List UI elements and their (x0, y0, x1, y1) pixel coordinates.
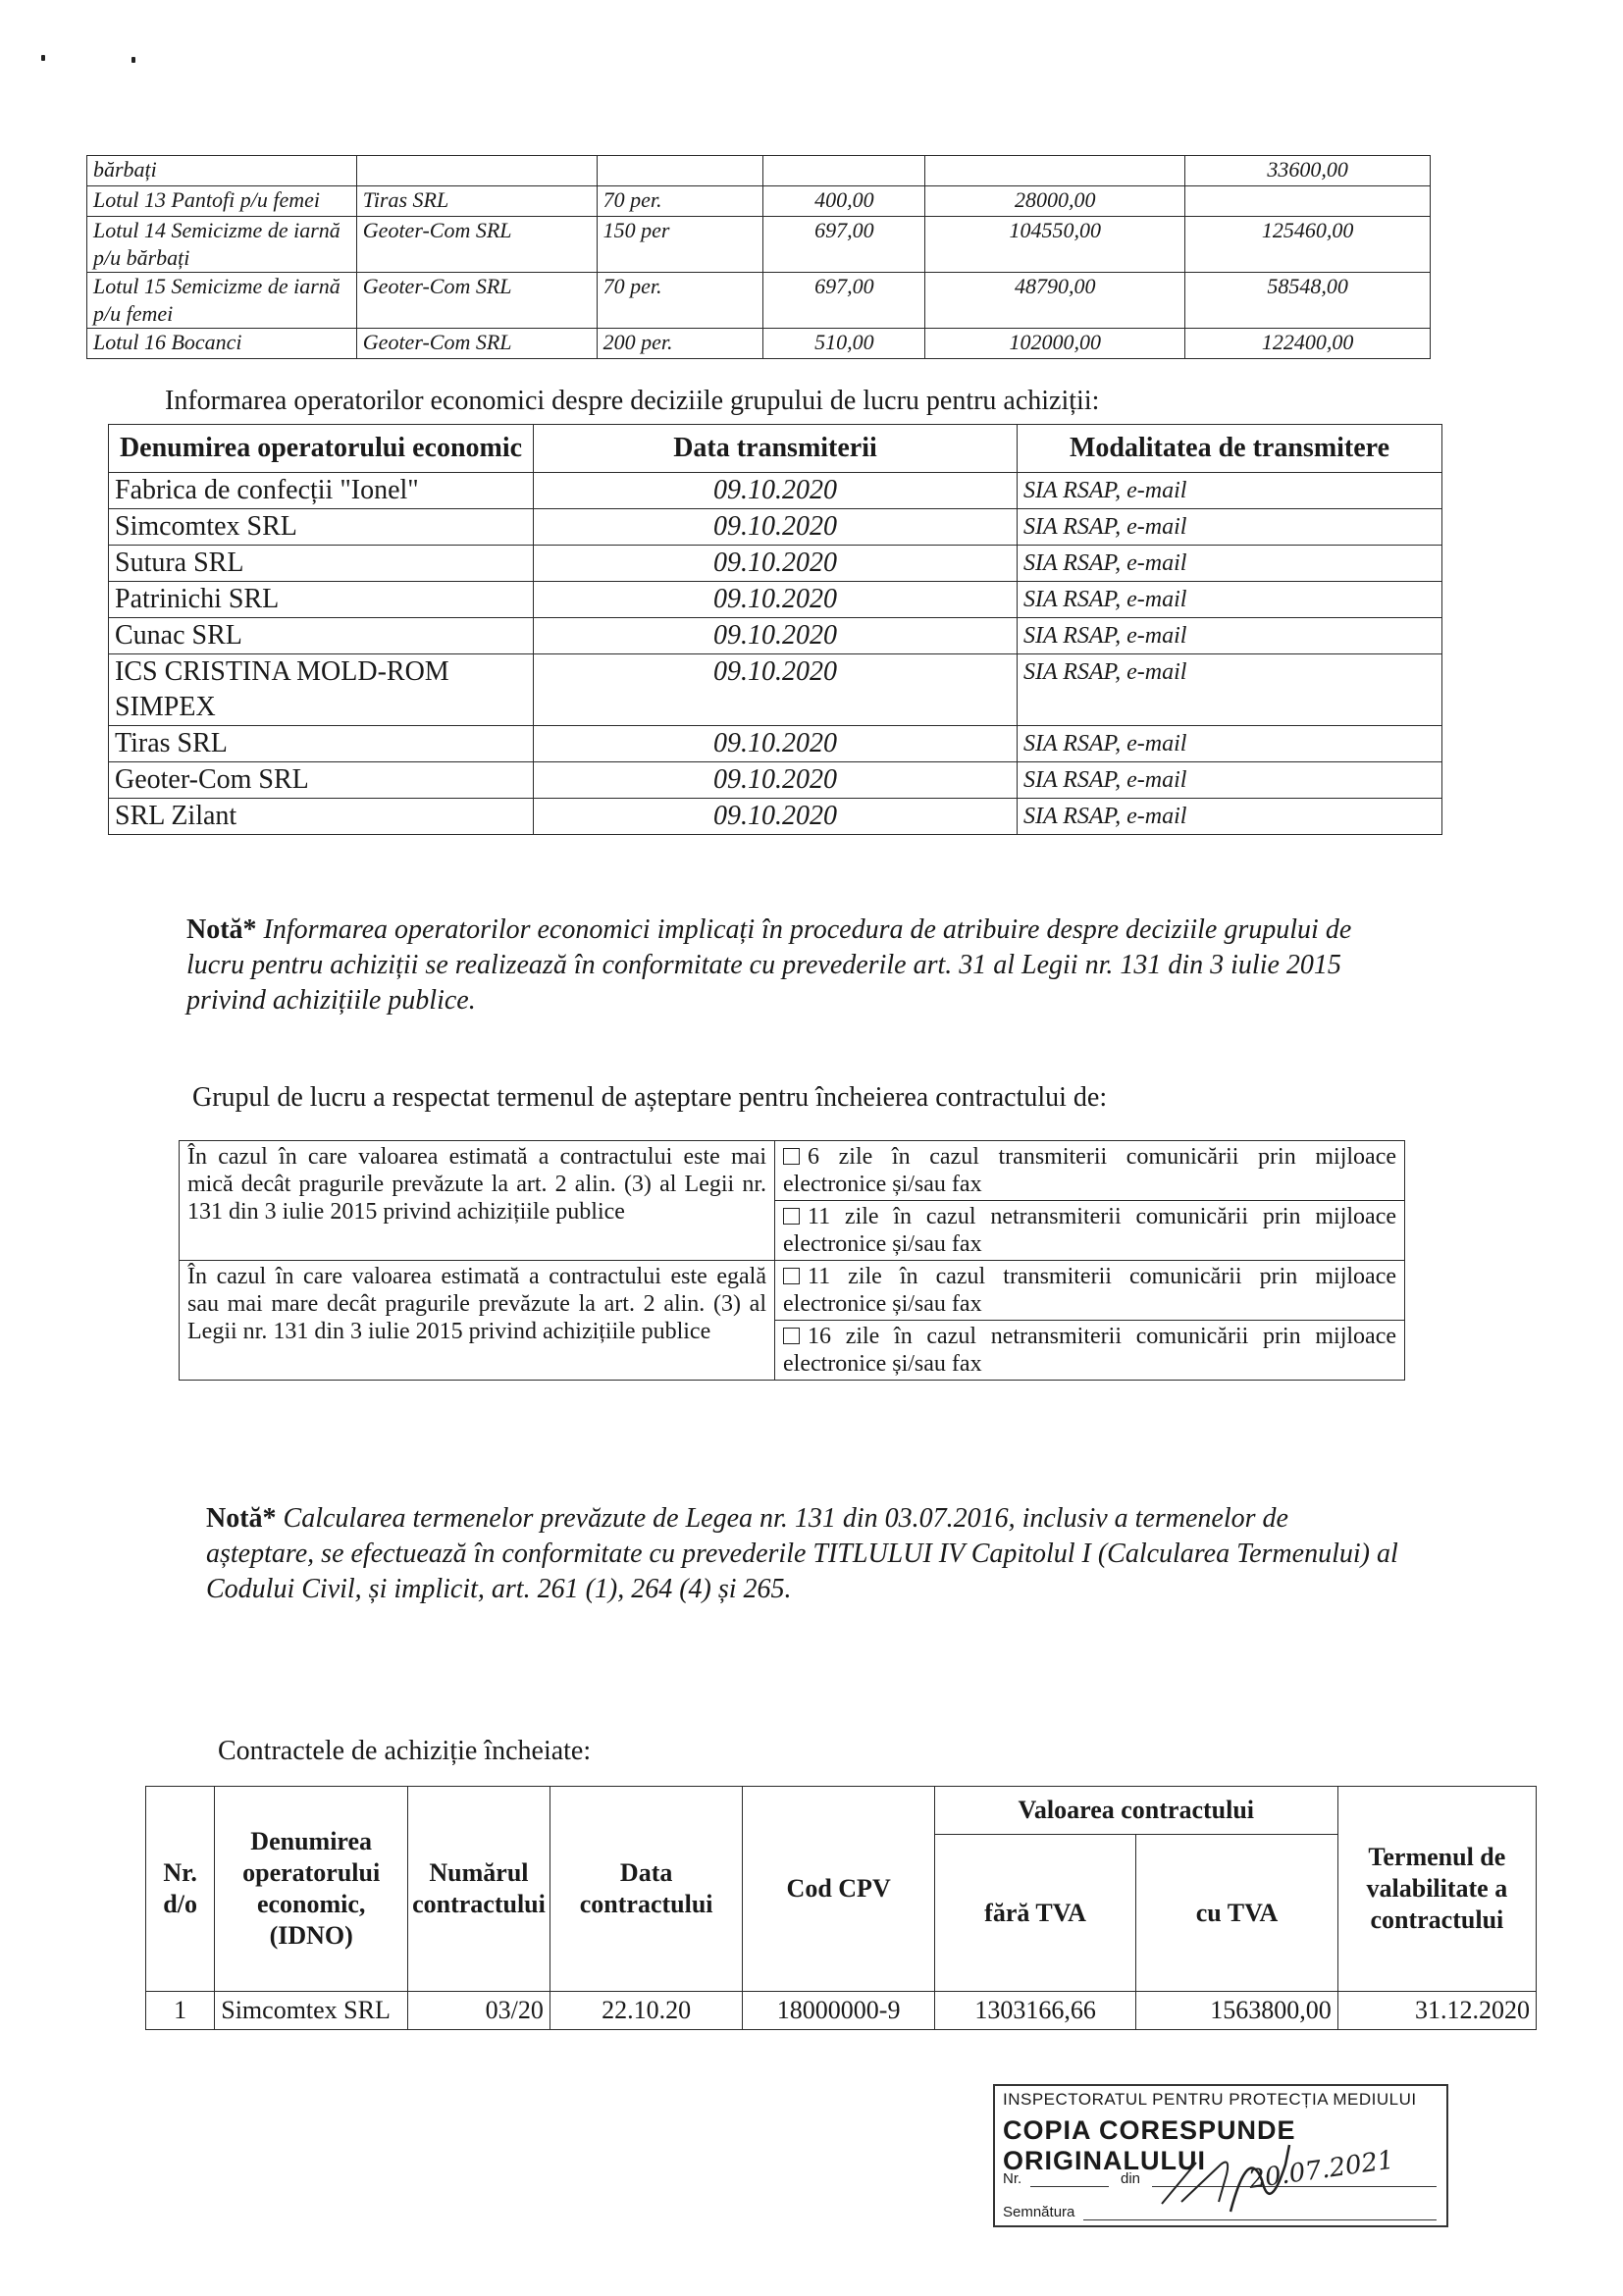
handwritten-signature (995, 2086, 1446, 2225)
unit-price: 510,00 (763, 329, 925, 359)
column-header: Modalitatea de transmitere (1018, 425, 1442, 473)
column-header-date: Data contractului (550, 1787, 743, 1992)
sum-with-vat: 33600,00 (1185, 156, 1431, 186)
certification-stamp (993, 2084, 1448, 2227)
sum-without-vat: 28000,00 (925, 186, 1185, 217)
value-with-vat: 1563800,00 (1136, 1992, 1337, 2030)
cpv-code: 18000000-9 (743, 1992, 934, 2030)
sum-with-vat: 58548,00 (1185, 273, 1431, 329)
column-header-with-vat: cu TVA (1136, 1835, 1337, 1992)
contracts-table (145, 1786, 1537, 2030)
transmission-date: 09.10.2020 (534, 799, 1018, 835)
quantity: 200 per. (597, 329, 763, 359)
note-text: Calcularea termenelor prevăzute de Legea nr. 131 din 03.07.2016, inclusiv a termenelor de așteptare, se efectuează în conformitate cu prevederile TITLULUI IV Capitolul I (Calcularea Termenului) al Codului Civil, și implicit, art. 261 (1), 264 (4) și 265. (206, 1503, 1398, 1604)
column-header-value: Valoarea contractului (934, 1787, 1337, 1835)
option-text: 6 zile în cazul transmiterii comunicării prin mijloace electronice și/sau fax (783, 1144, 1396, 1197)
threshold-condition: În cazul în care valoarea estimată a contractului este egală sau mai mare decât pragurile prevăzute la art. 2 alin. (3) al Legii nr. 131 din 3 iulie 2015 privind achizițiile publice (180, 1261, 775, 1381)
supplier-name (356, 156, 597, 186)
validity-term: 31.12.2020 (1337, 1992, 1536, 2030)
column-header-no-vat: fără TVA (934, 1835, 1135, 1992)
transmission-date: 09.10.2020 (534, 762, 1018, 799)
supplier-name: Geoter-Com SRL (356, 217, 597, 273)
sum-with-vat (1185, 186, 1431, 217)
operator-name: Sutura SRL (109, 546, 534, 582)
supplier-name: Geoter-Com SRL (356, 329, 597, 359)
stamp-authority: INSPECTORATUL PENTRU PROTECȚIA MEDIULUI (1003, 2090, 1417, 2109)
sum-without-vat: 48790,00 (925, 273, 1185, 329)
transmission-date: 09.10.2020 (534, 582, 1018, 618)
transmission-date: 09.10.2020 (534, 618, 1018, 654)
operator-name: Patrinichi SRL (109, 582, 534, 618)
transmission-date: 09.10.2020 (534, 546, 1018, 582)
supplier-name: Tiras SRL (356, 186, 597, 217)
transmission-date: 09.10.2020 (534, 654, 1018, 726)
checkbox-icon[interactable] (783, 1208, 800, 1225)
operators-table (108, 424, 1442, 835)
operator-name: Simcomtex SRL (109, 509, 534, 546)
transmission-date: 09.10.2020 (534, 509, 1018, 546)
operator-name: Fabrica de confecții "Ionel" (109, 473, 534, 509)
value-without-vat: 1303166,66 (934, 1992, 1135, 2030)
sum-without-vat: 104550,00 (925, 217, 1185, 273)
supplier-name: Geoter-Com SRL (356, 273, 597, 329)
waiting-term-option[interactable] (775, 1141, 1405, 1201)
transmission-mode: SIA RSAP, e-mail (1018, 618, 1442, 654)
sum-with-vat: 122400,00 (1185, 329, 1431, 359)
operator-name: Simcomtex SRL (215, 1992, 408, 2030)
informing-heading: Informarea operatorilor economici despre deciziile grupului de lucru pentru achiziții: (165, 386, 1100, 416)
row-number: 1 (146, 1992, 215, 2030)
stamp-signature-label: Semnătura (1003, 2204, 1075, 2220)
column-header: Data transmiterii (534, 425, 1018, 473)
transmission-mode: SIA RSAP, e-mail (1018, 762, 1442, 799)
option-text: 16 zile în cazul netransmiterii comunicării prin mijloace electronice și/sau fax (783, 1324, 1396, 1377)
unit-price: 697,00 (763, 273, 925, 329)
lots-table (86, 155, 1431, 359)
waiting-term-option[interactable] (775, 1321, 1405, 1381)
operator-name: ICS CRISTINA MOLD-ROM SIMPEX (109, 654, 534, 726)
table-row (87, 217, 1431, 273)
lot-name: bărbați (87, 156, 357, 186)
operator-name: Geoter-Com SRL (109, 762, 534, 799)
column-header-operator: Denumirea operatorului economic, (IDNO) (215, 1787, 408, 1992)
threshold-condition: În cazul în care valoarea estimată a contractului este mai mică decât pragurile prevăzute la art. 2 alin. (3) al Legii nr. 131 din 3 iulie 2015 privind achizițiile publice (180, 1141, 775, 1261)
table-row (109, 473, 1442, 509)
table-row (180, 1261, 1405, 1321)
option-text: 11 zile în cazul netransmiterii comunicării prin mijloace electronice și/sau fax (783, 1204, 1396, 1257)
column-header-validity: Termenul de valabilitate a contractului (1337, 1787, 1536, 1992)
unit-price (763, 156, 925, 186)
terms-heading: Grupul de lucru a respectat termenul de așteptare pentru încheierea contractului de: (192, 1082, 1108, 1113)
table-row (87, 329, 1431, 359)
note-label: Notă* (186, 914, 257, 945)
operator-name: SRL Zilant (109, 799, 534, 835)
checkbox-icon[interactable] (783, 1268, 800, 1284)
table-row (109, 799, 1442, 835)
note-terms (206, 1501, 1403, 1607)
handwritten-date: 20.07.2021 (1246, 2145, 1396, 2195)
transmission-mode: SIA RSAP, e-mail (1018, 509, 1442, 546)
contracts-heading: Contractele de achiziție încheiate: (218, 1736, 592, 1766)
transmission-date: 09.10.2020 (534, 726, 1018, 762)
table-row (109, 618, 1442, 654)
unit-price: 400,00 (763, 186, 925, 217)
table-row (87, 273, 1431, 329)
contract-date: 22.10.20 (550, 1992, 743, 2030)
quantity: 70 per. (597, 273, 763, 329)
transmission-mode: SIA RSAP, e-mail (1018, 654, 1442, 726)
waiting-terms-table (179, 1140, 1405, 1381)
note-informing (186, 913, 1403, 1018)
checkbox-icon[interactable] (783, 1328, 800, 1344)
contract-number: 03/20 (408, 1992, 550, 2030)
operator-name: Tiras SRL (109, 726, 534, 762)
transmission-mode: SIA RSAP, e-mail (1018, 799, 1442, 835)
table-row (109, 726, 1442, 762)
transmission-date: 09.10.2020 (534, 473, 1018, 509)
scan-speck (131, 57, 135, 63)
transmission-mode: SIA RSAP, e-mail (1018, 726, 1442, 762)
table-row (109, 546, 1442, 582)
quantity (597, 156, 763, 186)
transmission-mode: SIA RSAP, e-mail (1018, 546, 1442, 582)
transmission-mode: SIA RSAP, e-mail (1018, 582, 1442, 618)
table-row (109, 654, 1442, 726)
lot-name: Lotul 15 Semicizme de iarnă p/u femei (87, 273, 357, 329)
table-row (180, 1141, 1405, 1201)
option-text: 11 zile în cazul transmiterii comunicării prin mijloace electronice și/sau fax (783, 1264, 1396, 1317)
table-row (109, 582, 1442, 618)
note-label: Notă* (206, 1503, 277, 1534)
table-row (146, 1992, 1537, 2030)
table-row (87, 156, 1431, 186)
table-row (109, 762, 1442, 799)
stamp-din-label: din (1121, 2170, 1141, 2187)
lot-name: Lotul 16 Bocanci (87, 329, 357, 359)
unit-price: 697,00 (763, 217, 925, 273)
table-row (109, 509, 1442, 546)
waiting-term-option[interactable] (775, 1201, 1405, 1261)
stamp-nr-label: Nr. (1003, 2170, 1022, 2187)
sum-without-vat (925, 156, 1185, 186)
sum-without-vat: 102000,00 (925, 329, 1185, 359)
quantity: 150 per (597, 217, 763, 273)
table-row (87, 186, 1431, 217)
scan-speck (41, 55, 45, 61)
note-text: Informarea operatorilor economici implicați în procedura de atribuire despre deciziile grupului de lucru pentru achiziții se realizează în conformitate cu prevederile art. 31 al Legii nr. 131 din 3 iulie 2015 privind achizițiile publice. (186, 914, 1352, 1016)
column-header: Denumirea operatorului economic (109, 425, 534, 473)
quantity: 70 per. (597, 186, 763, 217)
column-header-nr: Nr. d/o (146, 1787, 215, 1992)
transmission-mode: SIA RSAP, e-mail (1018, 473, 1442, 509)
checkbox-icon[interactable] (783, 1148, 800, 1165)
lot-name: Lotul 13 Pantofi p/u femei (87, 186, 357, 217)
stamp-certification: COPIA CORESPUNDE ORIGINALULUI (1003, 2115, 1296, 2175)
column-header-number: Numărul contractului (408, 1787, 550, 1992)
operator-name: Cunac SRL (109, 618, 534, 654)
sum-with-vat: 125460,00 (1185, 217, 1431, 273)
column-header-cpv: Cod CPV (743, 1787, 934, 1992)
waiting-term-option[interactable] (775, 1261, 1405, 1321)
lot-name: Lotul 14 Semicizme de iarnă p/u bărbați (87, 217, 357, 273)
